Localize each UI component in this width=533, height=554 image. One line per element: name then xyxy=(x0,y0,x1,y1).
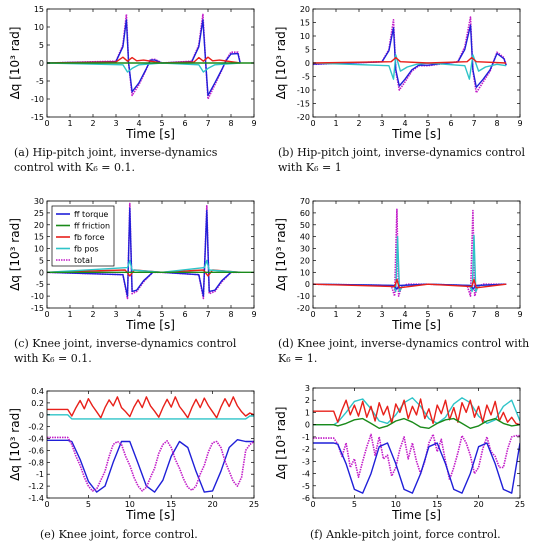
y-tick-label: 20 xyxy=(299,256,310,266)
x-tick-label: 7 xyxy=(471,310,477,319)
legend-label-fb_pos: fb pos xyxy=(74,244,99,254)
y-tick-label: 10 xyxy=(33,244,44,254)
y-tick-label: 25 xyxy=(33,208,44,218)
x-tick-label: 1 xyxy=(67,310,73,319)
caption-d: (d) Knee joint, inverse-dynamics control with K₆ = 1. xyxy=(278,337,530,365)
y-axis-label: Δq [10³ rad] xyxy=(8,408,22,481)
x-tick-label: 0 xyxy=(310,119,316,128)
series-fb_pos xyxy=(47,63,240,72)
x-tick-label: 0 xyxy=(44,500,50,509)
x-tick-label: 7 xyxy=(471,119,477,128)
y-tick-label: -0.2 xyxy=(28,422,44,432)
x-tick-label: 1 xyxy=(67,119,73,128)
x-tick-label: 8 xyxy=(494,119,500,128)
x-axis-label: Time [s] xyxy=(392,318,441,332)
series-group xyxy=(47,397,254,492)
series-ff_torque xyxy=(313,443,520,493)
series-ff_torque xyxy=(313,25,506,87)
y-tick-label: 3 xyxy=(304,384,310,393)
x-tick-label: 20 xyxy=(473,500,484,509)
series-fb_force xyxy=(47,57,240,63)
series-total xyxy=(313,209,506,296)
caption-c: (c) Knee joint, inverse-dynamics control with K₆ = 0.1. xyxy=(14,337,237,365)
y-tick-label: 15 xyxy=(33,5,44,14)
x-tick-label: 7 xyxy=(205,310,211,319)
y-tick-label: -10 xyxy=(30,292,44,302)
series-group xyxy=(313,17,506,93)
y-tick-label: 15 xyxy=(33,232,44,242)
legend-label-ff_friction: ff friction xyxy=(74,221,111,231)
x-tick-label: 15 xyxy=(166,500,177,509)
series-fb_force xyxy=(47,397,254,418)
y-tick-label: 30 xyxy=(299,244,310,254)
x-tick-label: 3 xyxy=(379,310,385,319)
series-ff_torque xyxy=(47,440,254,492)
y-tick-label: 0 xyxy=(38,268,44,278)
x-tick-label: 6 xyxy=(448,310,454,319)
chart-b xyxy=(274,5,523,141)
series-fb_force xyxy=(313,58,506,63)
series-total xyxy=(47,14,240,99)
series-group xyxy=(47,14,254,99)
x-tick-label: 4 xyxy=(402,119,408,128)
x-tick-label: 0 xyxy=(310,310,316,319)
y-tick-label: -0.8 xyxy=(28,458,44,468)
x-tick-label: 9 xyxy=(251,310,257,319)
x-axis-label: Time [s] xyxy=(392,127,441,141)
y-tick-label: -0.6 xyxy=(28,446,44,456)
y-tick-label: 0.4 xyxy=(31,387,44,396)
y-tick-label: 0 xyxy=(304,420,310,430)
x-tick-label: 1 xyxy=(333,310,339,319)
x-tick-label: 6 xyxy=(182,119,188,128)
x-axis-label: Time [s] xyxy=(126,127,175,141)
series-ff_torque xyxy=(47,20,240,96)
y-tick-label: -10 xyxy=(296,86,310,95)
x-axis-label: Time [s] xyxy=(392,508,441,522)
x-tick-label: 5 xyxy=(159,310,165,319)
x-tick-label: 4 xyxy=(402,310,408,319)
y-tick-label: -4 xyxy=(302,469,310,479)
y-axis-label: Δq [10³ rad] xyxy=(274,406,288,480)
y-tick-label: 5 xyxy=(38,256,44,266)
x-tick-label: 6 xyxy=(448,119,454,128)
chart-e xyxy=(8,387,259,522)
x-tick-label: 0 xyxy=(310,500,316,509)
y-tick-label: -15 xyxy=(296,99,310,109)
y-axis-label: Δq [10³ rad] xyxy=(8,26,22,100)
y-tick-label: -10 xyxy=(30,95,44,104)
y-tick-label: 5 xyxy=(38,41,44,50)
y-tick-label: -20 xyxy=(296,304,310,313)
x-tick-label: 1 xyxy=(333,119,339,128)
y-tick-label: -15 xyxy=(30,113,44,122)
caption-a: (a) Hip-pitch joint, inverse-dynamics control with K₆ = 0.1. xyxy=(14,146,218,174)
y-tick-label: -1 xyxy=(36,470,44,480)
y-tick-label: -2 xyxy=(302,445,310,455)
y-axis-label: Δq [10³ rad] xyxy=(274,26,288,100)
x-tick-label: 4 xyxy=(136,310,142,319)
legend-label-total: total xyxy=(74,256,93,265)
y-tick-label: 0 xyxy=(304,280,310,290)
y-tick-label: -5 xyxy=(36,280,44,290)
series-group xyxy=(313,209,506,296)
x-tick-label: 10 xyxy=(124,500,135,509)
series-group xyxy=(313,398,520,493)
x-tick-label: 9 xyxy=(517,119,523,128)
x-tick-label: 25 xyxy=(248,500,260,509)
y-tick-label: 10 xyxy=(299,268,310,278)
x-tick-label: 2 xyxy=(356,310,362,319)
legend-label-fb_force: fb force xyxy=(74,233,105,242)
chart-c xyxy=(8,197,257,332)
x-tick-label: 9 xyxy=(251,119,257,128)
y-tick-label: -6 xyxy=(302,494,310,503)
x-tick-label: 0 xyxy=(44,310,50,319)
x-tick-label: 3 xyxy=(113,310,119,319)
x-tick-label: 8 xyxy=(494,310,500,319)
y-tick-label: 60 xyxy=(299,208,310,218)
y-tick-label: -10 xyxy=(296,292,310,302)
x-tick-label: 15 xyxy=(432,500,443,509)
caption-e: (e) Knee joint, force control. xyxy=(40,528,198,541)
y-tick-label: 0.2 xyxy=(31,398,44,408)
y-tick-label: 20 xyxy=(299,5,310,14)
y-tick-label: 15 xyxy=(299,18,310,28)
x-tick-label: 8 xyxy=(228,119,234,128)
x-tick-label: 4 xyxy=(136,119,142,128)
x-tick-label: 9 xyxy=(517,310,523,319)
y-tick-label: 50 xyxy=(299,220,310,230)
series-ff_friction xyxy=(313,419,520,429)
y-tick-label: 70 xyxy=(299,197,310,206)
x-tick-label: 5 xyxy=(425,119,431,128)
x-tick-label: 10 xyxy=(390,500,401,509)
x-tick-label: 20 xyxy=(207,500,218,509)
chart-a xyxy=(8,5,257,141)
x-tick-label: 7 xyxy=(205,119,211,128)
x-tick-label: 3 xyxy=(113,119,119,128)
y-axis-label: Δq [10³ rad] xyxy=(274,218,288,291)
x-axis-label: Time [s] xyxy=(126,508,175,522)
y-tick-label: -1.2 xyxy=(28,482,44,492)
y-tick-label: -5 xyxy=(302,72,310,82)
series-fb_pos xyxy=(313,236,506,292)
caption-f: (f) Ankle-pitch joint, force control. xyxy=(310,528,501,541)
legend-label-ff_torque: ff torque xyxy=(74,210,109,219)
y-tick-label: -0.4 xyxy=(28,434,44,444)
x-axis-label: Time [s] xyxy=(126,318,175,332)
x-tick-label: 5 xyxy=(425,310,431,319)
x-tick-label: 5 xyxy=(159,119,165,128)
x-tick-label: 2 xyxy=(90,310,96,319)
chart-d xyxy=(274,197,523,332)
y-tick-label: 20 xyxy=(33,220,44,230)
plot-frame xyxy=(47,391,254,498)
y-tick-label: 5 xyxy=(304,45,310,55)
x-tick-label: 2 xyxy=(90,119,96,128)
x-tick-label: 8 xyxy=(228,310,234,319)
y-tick-label: 10 xyxy=(299,32,310,41)
y-tick-label: 0 xyxy=(38,410,44,420)
chart-f xyxy=(274,384,525,522)
y-tick-label: 10 xyxy=(33,23,44,32)
y-tick-label: -20 xyxy=(296,113,310,122)
y-tick-label: -15 xyxy=(30,304,44,313)
y-tick-label: 2 xyxy=(304,396,310,406)
y-tick-label: 0 xyxy=(304,59,310,68)
y-tick-label: -1 xyxy=(302,432,310,442)
plot-frame xyxy=(313,201,520,308)
x-tick-label: 25 xyxy=(514,500,526,509)
x-tick-label: 5 xyxy=(85,500,91,509)
x-tick-label: 3 xyxy=(379,119,385,128)
y-tick-label: 1 xyxy=(304,408,310,418)
series-total xyxy=(313,434,520,479)
y-tick-label: 30 xyxy=(33,197,44,206)
series-total xyxy=(313,17,506,93)
x-tick-label: 6 xyxy=(182,310,188,319)
y-tick-label: -5 xyxy=(36,77,44,86)
y-tick-label: -3 xyxy=(302,457,310,467)
caption-b: (b) Hip-pitch joint, inverse-dynamics control with K₆ = 1 xyxy=(278,146,526,174)
y-tick-label: -5 xyxy=(302,481,310,491)
x-tick-label: 5 xyxy=(351,500,357,509)
y-tick-label: 0 xyxy=(38,59,44,68)
y-tick-label: 40 xyxy=(299,232,310,242)
x-tick-label: 2 xyxy=(356,119,362,128)
series-fb_pos xyxy=(47,415,254,419)
x-tick-label: 0 xyxy=(44,119,50,128)
y-axis-label: Δq [10³ rad] xyxy=(8,218,22,291)
y-tick-label: -1.4 xyxy=(28,494,44,503)
